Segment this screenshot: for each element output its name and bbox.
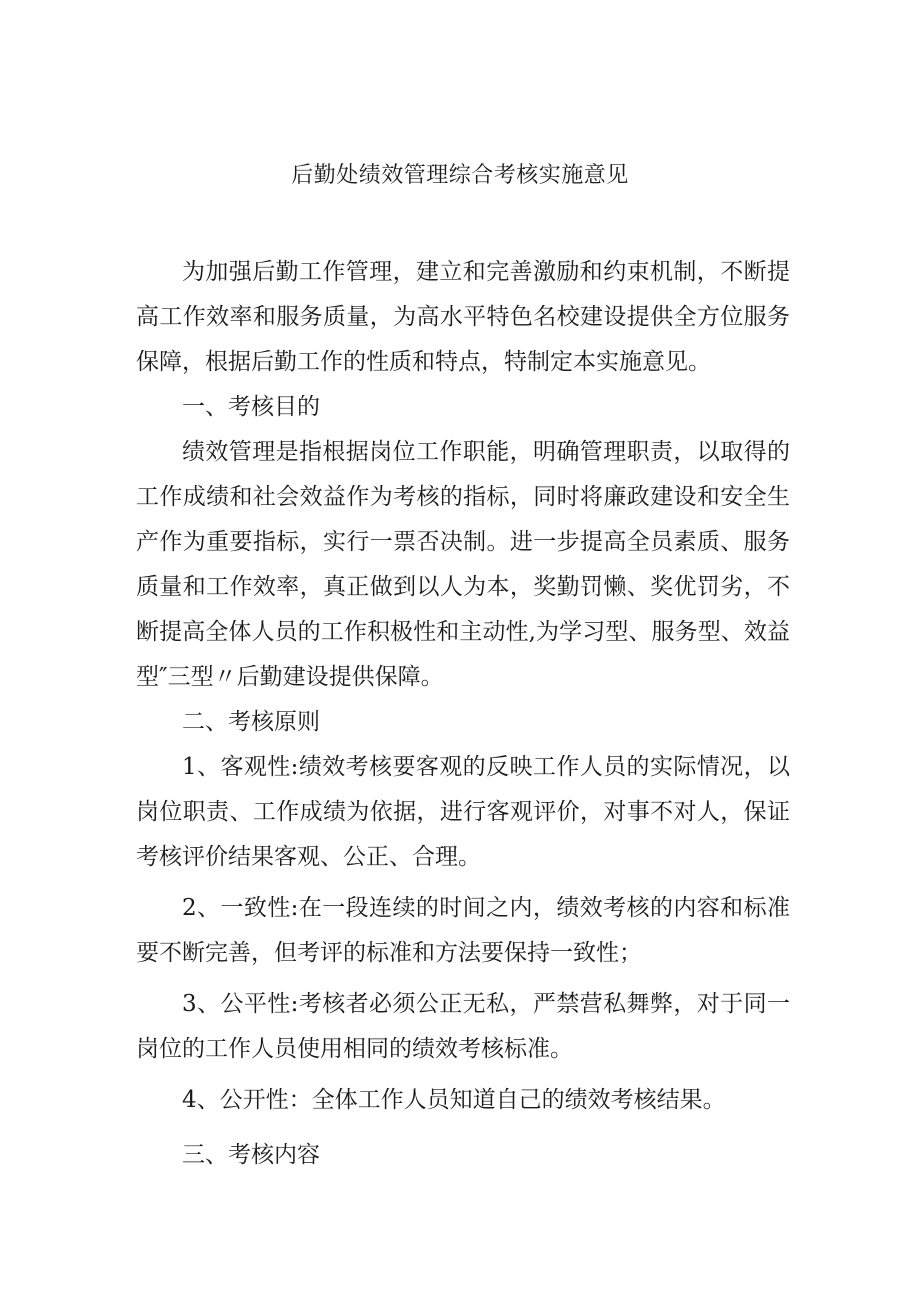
document-title: 后勤处绩效管理综合考核实施意见 bbox=[291, 163, 629, 188]
section-3-heading: 三、考核内容 bbox=[182, 1142, 320, 1168]
document-body bbox=[136, 250, 790, 1178]
section-2-heading: 二、考核原则 bbox=[182, 709, 320, 735]
principle-openness: 4、公开性：全体工作人员知道自己的绩效考核结果。 bbox=[182, 1087, 726, 1113]
intro-paragraph: 为加强后勤工作管理，建立和完善激励和约束机制，不断提高工作效率和服务质量，为高水平特色名校建设提供全方位服务保障，根据后勤工作的性质和特点，特制定本实施意见。 bbox=[136, 259, 790, 375]
section-1-paragraph: 绩效管理是指根据岗位工作职能，明确管理职责，以取得的工作成绩和社会效益作为考核的指标，同时将廉政建设和安全生产作为重要指标，实行一票否决制。进一步提高全员素质、服务质量和工作效率，真正做到以人为本，奖勤罚懒、奖优罚劣，不断提高全体人员的工作积极性和主动性,为学习型、服务型、效益型″三型〃后勤建设提供保障。 bbox=[136, 439, 790, 690]
section-1-heading: 一、考核目的 bbox=[182, 394, 320, 420]
principle-objectivity: 1、客观性:绩效考核要客观的反映工作人员的实际情况，以岗位职责、工作成绩为依据，进行客观评价，对事不对人，保证考核评价结果客观、公正、合理。 bbox=[136, 754, 790, 870]
principle-consistency: 2、一致性:在一段连续的时间之内，绩效考核的内容和标准要不断完善，但考评的标准和方法要保持一致性； bbox=[136, 895, 790, 966]
principle-fairness: 3、公平性:考核者必须公正无私，严禁营私舞弊，对于同一岗位的工作人员使用相同的绩效考核标准。 bbox=[136, 991, 790, 1062]
